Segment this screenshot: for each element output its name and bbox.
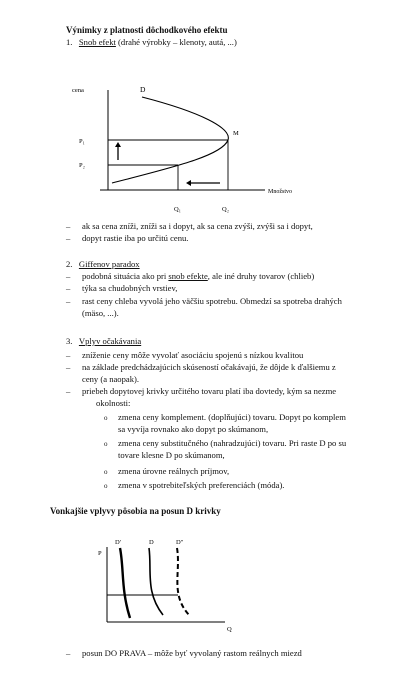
list-item-continuation: okolnosti: — [96, 398, 131, 408]
circle-marker: o — [104, 482, 108, 490]
demand-curve-d-double-prime — [177, 548, 189, 615]
sub-list-item-continuation: tovare klesne D po skúmanom, — [118, 450, 225, 460]
d-double-prime-label: D'' — [176, 539, 184, 546]
list-item: ak sa cena zníži, zníži sa i dopyt, ak sa cena zvýši, zvýši sa i dopyt, — [82, 221, 313, 231]
sub-list-item: zmena v spotrebiteľských preferenciách (móda). — [118, 480, 285, 490]
dash-marker: – — [66, 271, 71, 281]
list-item: týka sa chudobných vrstiev, — [82, 283, 178, 293]
section-1-number: 1. — [66, 37, 73, 47]
dash-marker: – — [66, 350, 71, 360]
list-item: priebeh dopytovej krivky určitého tovaru platí iba dovtedy, kým sa nezme — [82, 386, 337, 396]
dash-marker: – — [66, 233, 71, 243]
demand-curve-d-prime — [120, 548, 130, 618]
expectations-label: Vplyv očakávania — [78, 336, 142, 346]
text-span: , ale iné druhy tovarov (chlieb) — [207, 271, 315, 281]
section-1-title — [66, 37, 237, 47]
circle-marker: o — [104, 440, 108, 448]
snob-effect-ref: snob efekte — [168, 271, 208, 281]
sub-list-item: zmena úrovne reálnych príjmov, — [118, 466, 230, 476]
snob-effect-graph — [60, 80, 330, 220]
list-item: rast ceny chleba vyvolá jeho väčšiu spotrebu. Obmedzí sa spotreba drahých — [82, 296, 342, 306]
p2-label: P₂ — [79, 162, 85, 169]
point-m-label: M — [233, 130, 239, 137]
snob-effect-examples: (drahé výrobky – klenoty, autá, ...) — [115, 37, 237, 47]
up-arrow-head-icon — [115, 142, 121, 147]
dash-marker: – — [66, 296, 71, 306]
sub-list-item: zmena ceny substitučného (nahradzujúci) tovaru. Pri raste D po su — [118, 438, 347, 448]
list-item — [82, 271, 314, 281]
dash-marker: – — [66, 648, 71, 658]
list-item: dopyt rastie iba po určitú cenu. — [82, 233, 189, 243]
list-item: zníženie ceny môže vyvolať asociáciu spojenú s nízkou kvalitou — [82, 350, 304, 360]
q-axis-label: Q — [227, 626, 232, 633]
circle-marker: o — [104, 414, 108, 422]
circle-marker: o — [104, 468, 108, 476]
p-axis-label: P — [98, 550, 102, 557]
price-axis-label: cena — [72, 87, 84, 94]
dash-marker: – — [66, 221, 71, 231]
section-2-title — [66, 259, 140, 269]
section-3-title — [66, 336, 141, 346]
giffen-paradox-label: Giffenov paradox — [78, 259, 140, 269]
list-item: na základe predchádzajúcich skúseností očakávajú, že dôjde k ďalšiemu z — [82, 362, 336, 372]
d-label: D — [149, 539, 154, 546]
sub-list-item: zmena ceny komplement. (doplňujúci) tovaru. Dopyt po komplem — [118, 412, 346, 422]
demand-label: D — [140, 85, 146, 94]
q2-label: Q₂ — [222, 206, 229, 213]
demand-shift-graph — [85, 530, 245, 640]
section-3-number: 3. — [66, 336, 73, 346]
sub-list-item-continuation: sa vyvíja rovnako ako dopyt po skúmanom, — [118, 424, 269, 434]
text-span: podobná situácia ako pri — [82, 271, 169, 281]
list-item-continuation: ceny (a naopak). — [82, 374, 140, 384]
d-prime-label: D' — [115, 539, 121, 546]
list-item-continuation: (mäso, ...). — [82, 308, 119, 318]
section-2-number: 2. — [66, 259, 73, 269]
q1-label: Q₁ — [174, 206, 181, 213]
dash-marker: – — [66, 386, 71, 396]
section-heading: Výnimky z platnosti dôchodkového efektu — [66, 25, 228, 35]
snob-effect-label: Snob efekt — [78, 37, 116, 47]
p1-label: P₁ — [79, 138, 85, 145]
section-heading: Vonkajšie vplyvy pôsobia na posun D krivky — [50, 506, 221, 516]
list-item: posun DO PRAVA – môže byť vyvolaný rastom reálnych miezd — [82, 648, 302, 658]
dash-marker: – — [66, 362, 71, 372]
quantity-axis-label: Množstvo — [268, 189, 292, 195]
demand-curve-d — [149, 548, 163, 615]
dash-marker: – — [66, 283, 71, 293]
left-arrow-head-icon — [186, 180, 191, 186]
